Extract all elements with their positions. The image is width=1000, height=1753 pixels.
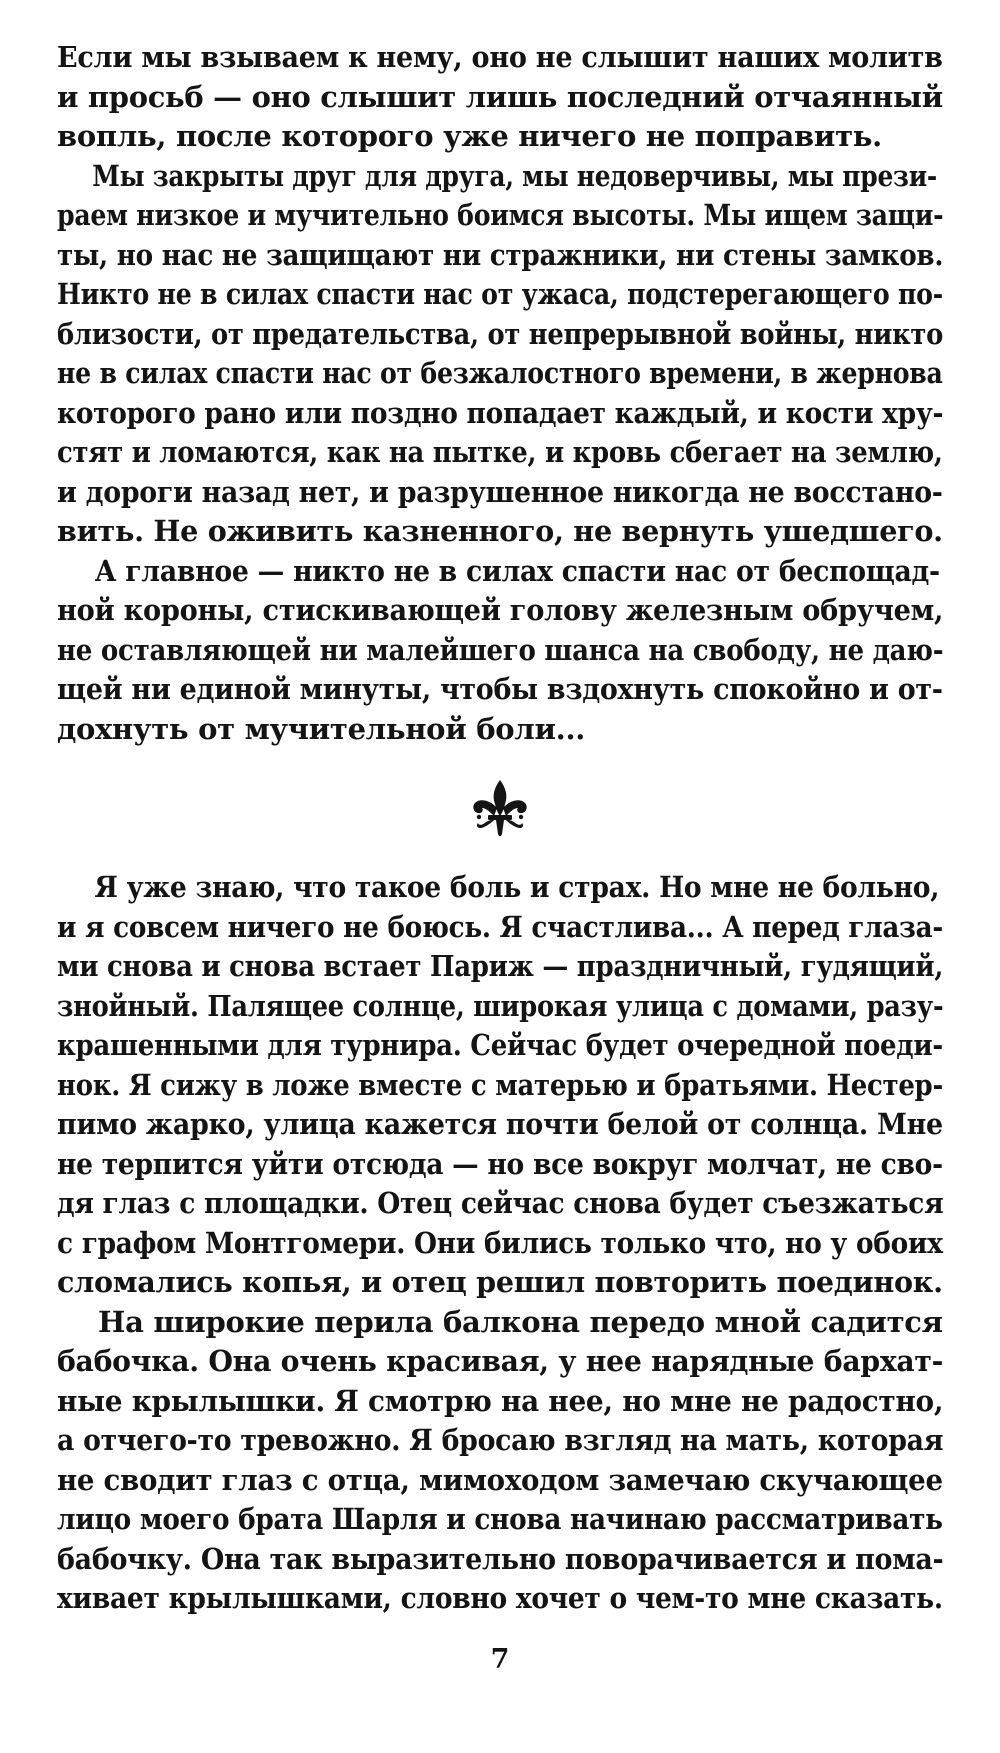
text-line: с графом Монтгомери. Они бились только что, но у обоих: [57, 1225, 943, 1260]
text-line: нок. Я сижу в ложе вместе с матерью и братьями. Нестер-: [57, 1067, 943, 1102]
text-line: бабочка. Она очень красивая, у нее нарядные бархат-: [57, 1344, 944, 1378]
text-line: не сводит глаз с отца, мимоходом замечаю скучающее: [57, 1462, 943, 1497]
text-line: ми снова и снова встает Париж — праздничный, гудящий,: [57, 949, 944, 983]
paragraph: [57, 38, 943, 157]
text-line: А главное — никто не в силах спасти нас от беспощад-: [94, 553, 940, 588]
text-line: близости, от предательства, от непрерывной войны, никто: [57, 316, 943, 351]
text-line: ты, но нас не защищают ни стражники, ни стены замков.: [57, 237, 944, 272]
text-line: щей ни единой минуты, чтобы вздохнуть спокойно и от-: [57, 672, 943, 706]
text-line: дя глаз с площадки. Отец сейчас снова будет съезжаться: [57, 1186, 944, 1220]
text-line: Никто не в силах спасти нас от ужаса, подстерегающего по-: [57, 277, 943, 311]
page-number: 7: [490, 1644, 510, 1675]
text-line: не в силах спасти нас от безжалостного времени, в жернова: [57, 356, 943, 390]
text-line: и просьб — оно слышит лишь последний отчаянный: [57, 79, 943, 114]
text-line: вопль, после которого уже ничего не поправить.: [57, 119, 882, 153]
paragraph: [57, 868, 943, 1303]
text-line: лицо моего брата Шарля и снова начинаю рассматривать: [57, 1502, 943, 1536]
text-line: пимо жарко, улица кажется почти белой от солнца. Мне: [57, 1107, 943, 1141]
text-line: не оставляющей ни малейшего шанса на свободу, не даю-: [57, 632, 944, 667]
text-section-1: [57, 38, 943, 749]
text-line: ные крылышки. Я смотрю на нее, но мне не радостно,: [57, 1383, 944, 1418]
text-line: а отчего-то тревожно. Я бросаю взгляд на мать, которая: [57, 1423, 944, 1457]
text-line: и я совсем ничего не боюсь. Я счастлива... А перед глаза-: [57, 909, 944, 944]
fleur-de-lis-icon: [470, 778, 530, 840]
text-line: дохнуть от мучительной боли...: [57, 711, 586, 746]
text-line: знойный. Палящее солнце, широкая улица с домами, разу-: [57, 988, 944, 1023]
text-line: ной короны, стискивающей голову железным обручем,: [57, 593, 944, 627]
page-body-lower: [57, 868, 943, 1619]
text-line: крашенными для турнира. Сейчас будет очередной поеди-: [57, 1028, 943, 1062]
text-line: раем низкое и мучительно боимся высоты. Мы ищем защи-: [57, 198, 944, 232]
text-line: не терпится уйти отсюда — но все вокруг молчат, не сво-: [57, 1146, 943, 1181]
text-line: Если мы взываем к нему, оно не слышит наших молитв: [57, 40, 943, 74]
text-section-2: [57, 868, 943, 1619]
paragraph: [57, 1303, 943, 1619]
text-line: сломались копья, и отец решил повторить поединок.: [57, 1265, 943, 1299]
text-line: Мы закрыты друг для друга, мы недоверчивы, мы прези-: [92, 158, 938, 193]
text-line: и дороги назад нет, и разрушенное никогда не восстано-: [57, 474, 943, 509]
text-line: Я уже знаю, что такое боль и страх. Но мне не больно,: [94, 870, 940, 904]
text-line: хивает крылышками, словно хочет о чем-то мне сказать.: [57, 1581, 943, 1615]
text-line: бабочку. Она так выразительно поворачивается и пома-: [57, 1541, 944, 1576]
text-line: На широкие перила балкона передо мной садится: [98, 1304, 943, 1339]
text-line: вить. Не оживить казненного, не вернуть ушедшего.: [57, 514, 943, 548]
text-line: стят и ломаются, как на пытке, и кровь сбегает на землю,: [57, 435, 943, 469]
page-body: [57, 38, 943, 749]
paragraph: [57, 552, 943, 750]
text-line: которого рано или поздно попадает каждый, и кости хру-: [57, 395, 944, 430]
paragraph: [57, 157, 943, 552]
